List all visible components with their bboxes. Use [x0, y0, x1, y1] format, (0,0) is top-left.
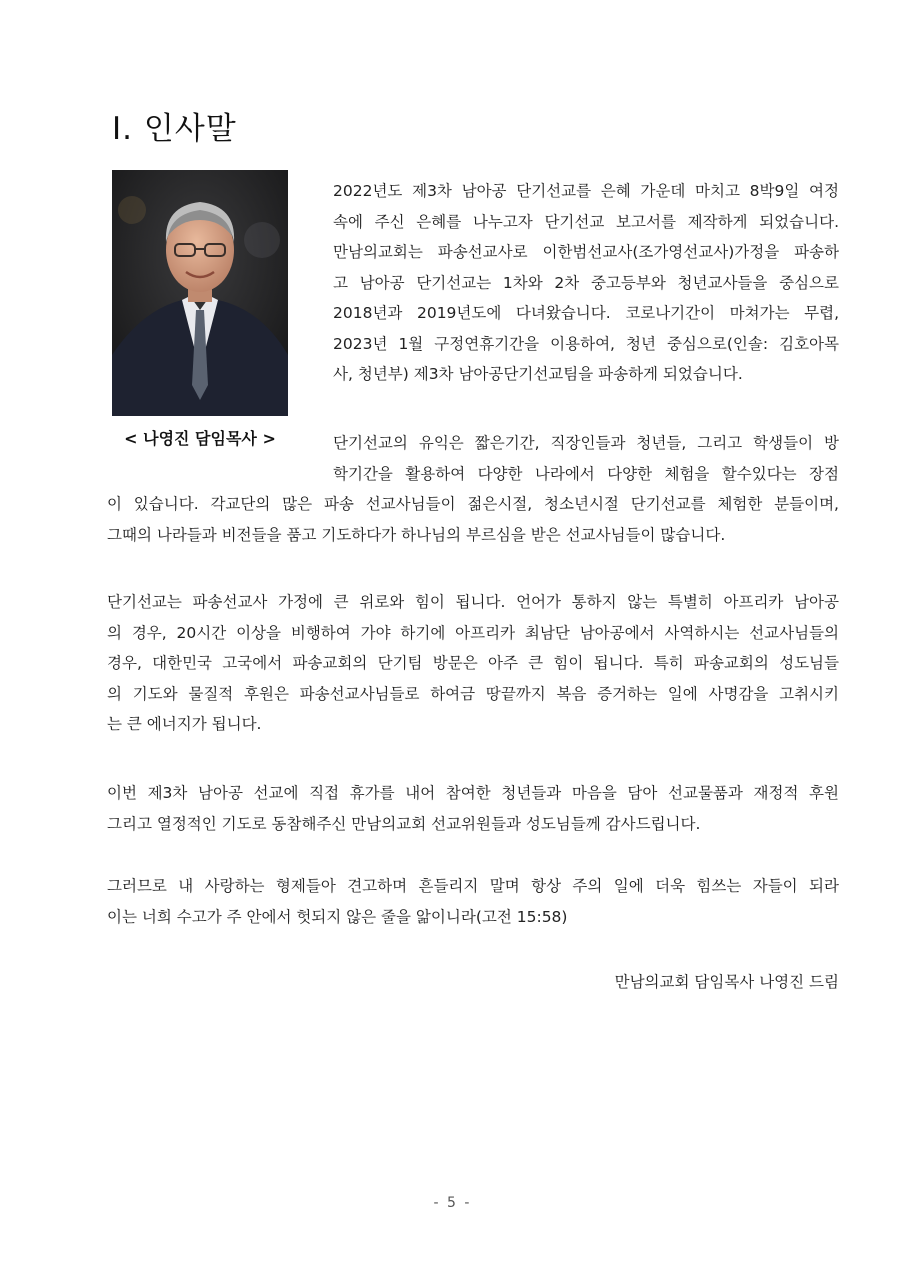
text-line: 학기간을 활용하여 다양한 나라에서 다양한 체험을 할수있다는 장점 — [333, 464, 839, 483]
paragraph-3 — [107, 587, 839, 740]
paragraph-5-scripture — [107, 871, 839, 932]
paragraph-4 — [107, 778, 839, 839]
text-line: 이 있습니다. 각교단의 많은 파송 선교사님들이 젊은시절, 청소년시절 단기선교를 체험한 분들이며, — [107, 495, 839, 513]
text-line: 의 경우, 20시간 이상을 비행하여 가야 하기에 아프리카 최남단 남아공에서 사역하시는 선교사님들의 — [107, 623, 839, 642]
text-line-last: 그때의 나라들과 비전들을 품고 기도하다가 하나님의 부르심을 받은 선교사님들이 많습니다. — [107, 525, 726, 544]
pastor-portrait-photo — [112, 170, 288, 416]
text-line-last: 사, 청년부) 제3차 남아공단기선교팀을 파송하게 되었습니다. — [333, 365, 743, 383]
text-line: 속에 주신 은혜를 나누고자 단기선교 보고서를 제작하게 되었습니다. — [333, 212, 839, 231]
text-line: 경우, 대한민국 고국에서 파송교회의 단기팀 방문은 아주 큰 힘이 됩니다. 특히 파송교회의 성도님들 — [107, 654, 839, 672]
text-line: 단기선교는 파송선교사 가정에 큰 위로와 힘이 됩니다. 언어가 통하지 않는 특별히 아프리카 남아공 — [107, 593, 839, 611]
section-heading: Ⅰ. 인사말 — [112, 111, 237, 147]
paragraph-1 — [333, 176, 839, 390]
text-line: 고 남아공 단기선교는 1차와 2차 중고등부와 청년교사들을 중심으로 — [333, 273, 839, 292]
text-line: 이번 제3차 남아공 선교에 직접 휴가를 내어 참여한 청년들과 마음을 담아 선교물품과 재정적 후원 — [107, 784, 839, 802]
text-line: 그러므로 내 사랑하는 형제들아 견고하며 흔들리지 말며 항상 주의 일에 더욱 힘쓰는 자들이 되라 — [107, 877, 839, 895]
paragraph-2-indented — [333, 428, 839, 489]
photo-caption: < 나영진 담임목사 > — [124, 429, 276, 448]
text-line: 만남의교회는 파송선교사로 이한범선교사(조가영선교사)가정을 파송하 — [333, 243, 839, 261]
text-line-last: 는 큰 에너지가 됩니다. — [107, 715, 262, 733]
signature: 만남의교회 담임목사 나영진 드림 — [614, 973, 839, 991]
text-line: 의 기도와 물질적 후원은 파송선교사님들로 하여금 땅끝까지 복음 증거하는 일에 사명감을 고취시키 — [107, 684, 839, 703]
text-line: 단기선교의 유익은 짧은기간, 직장인들과 청년들, 그리고 학생들이 방 — [333, 434, 839, 452]
page-number: - 5 - — [433, 1195, 472, 1211]
text-line-last: 그리고 열정적인 기도로 동참해주신 만남의교회 선교위원들과 성도님들께 감사드립니다. — [107, 814, 701, 833]
text-line: 2023년 1월 구정연휴기간을 이용하여, 청년 중심으로(인솔: 김호아목 — [333, 334, 839, 353]
text-line-last: 이는 너희 수고가 주 안에서 헛되지 않은 줄을 앎이니라(고전 15:58) — [107, 907, 568, 926]
text-line: 2022년도 제3차 남아공 단기선교를 은혜 가운데 마치고 8박9일 여정 — [333, 182, 839, 200]
paragraph-2-continued — [107, 489, 839, 550]
text-line: 2018년과 2019년도에 다녀왔습니다. 코로나기간이 마쳐가는 무렵, — [333, 304, 839, 322]
